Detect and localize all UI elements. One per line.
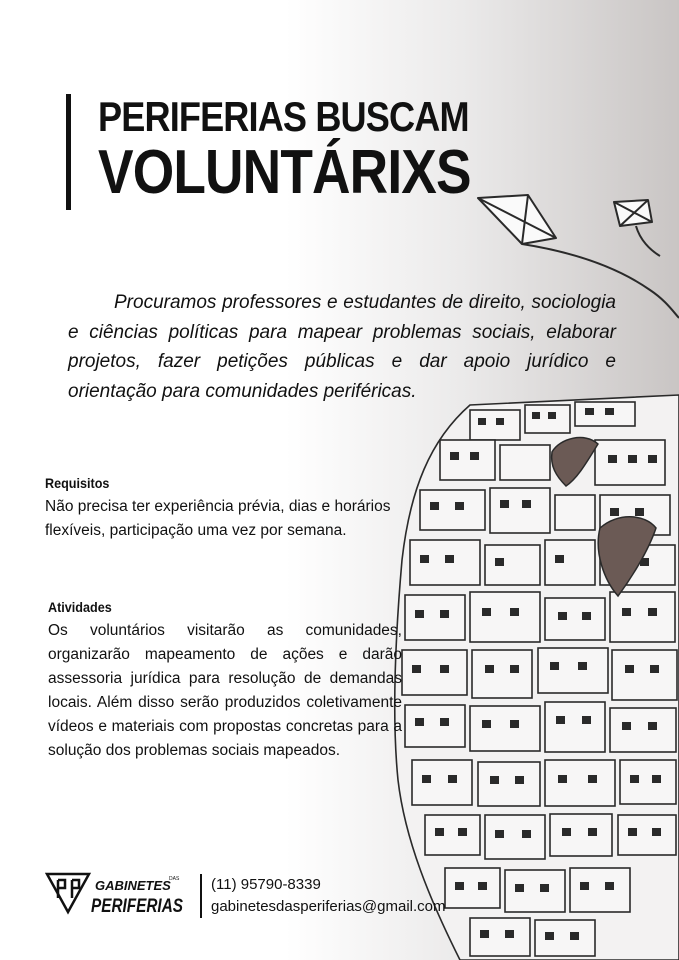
requisitos-heading: Requisitos (45, 475, 110, 491)
logo-word-periferias: PERIFERIAS (91, 896, 184, 917)
gabinetes-logo (45, 868, 195, 918)
logo-word-gabinetes: GABINETES (95, 878, 171, 893)
logo-word-das: DAS (169, 876, 180, 882)
title-line-1: PERIFERIAS BUSCAM (98, 93, 469, 140)
contact-phone: (11) 95790-8339 (211, 876, 321, 893)
page-title (98, 93, 531, 207)
intro-paragraph: Procuramos professores e estudantes de direito, sociologia e ciências políticas para mapear problemas sociais, elaborar projetos, fazer petições públicas e dar apoio jurídico e orientação para comunidades periféricas. (68, 292, 616, 402)
title-accent-bar (66, 94, 71, 210)
footer-divider (200, 874, 202, 918)
title-line-2: VOLUNTÁRIXS (98, 138, 471, 207)
atividades-text: Os voluntários visitarão as comunidades, organizarão mapeamento de ações e darão assessoria jurídica para resolução de demandas locais. Além disso serão produzidos coletivamente vídeos e materiais com propostas concretas para a solução dos problemas sociais mapeados. (48, 622, 402, 759)
shield-icon (47, 874, 89, 912)
kite-icon (614, 200, 660, 256)
requisitos-text: Não precisa ter experiência prévia, dias e horários flexíveis, participação uma vez por semana. (45, 498, 391, 539)
atividades-heading: Atividades (48, 599, 112, 615)
contact-email: gabinetesdasperiferias@gmail.com (211, 898, 446, 915)
favela-hill (395, 395, 679, 960)
